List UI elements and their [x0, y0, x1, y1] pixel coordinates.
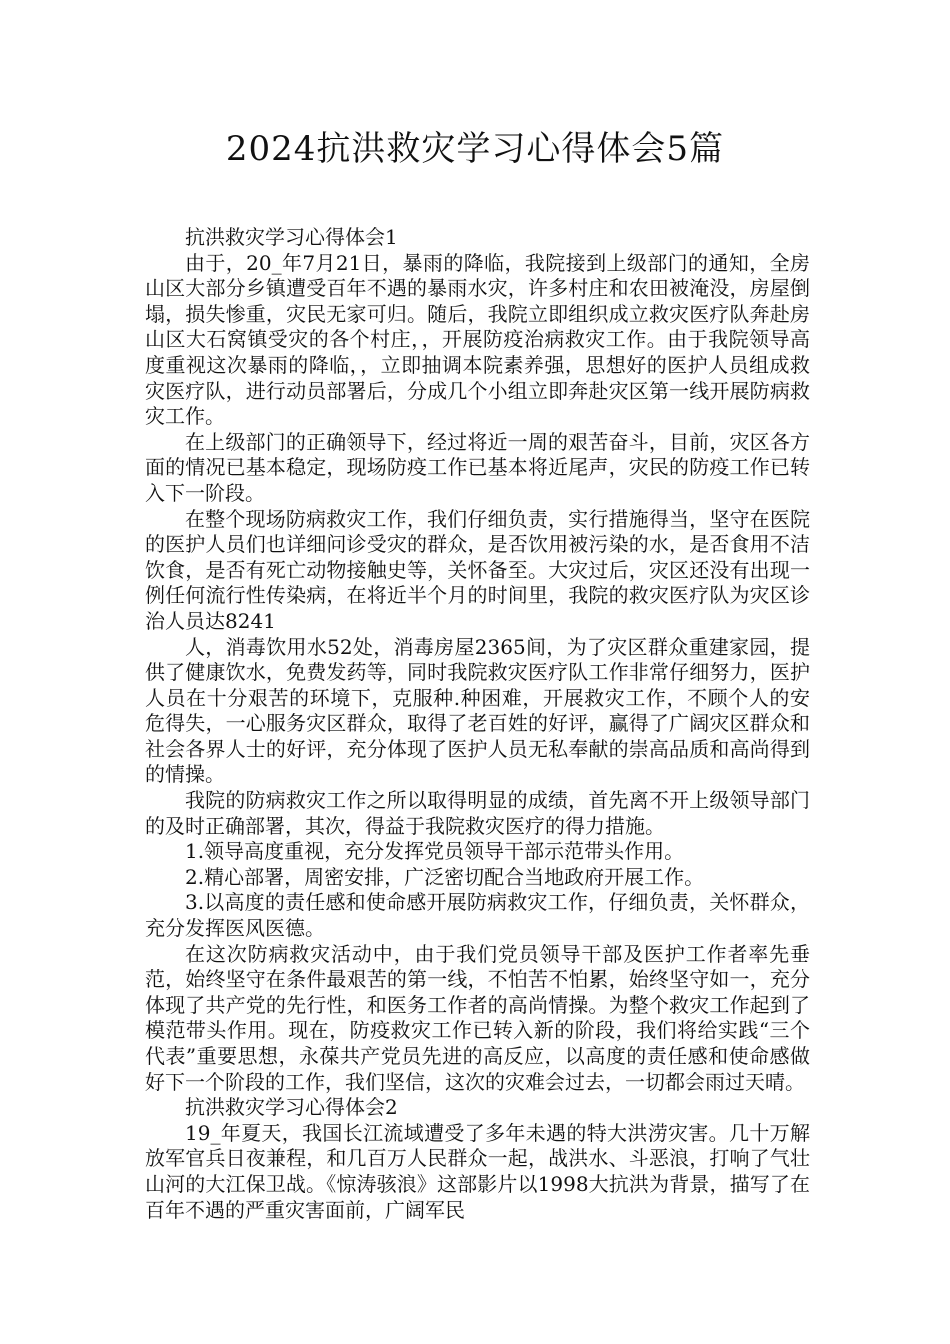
paragraph: 由于，20_年7月21日，暴雨的降临，我院接到上级部门的通知，全房山区大部分乡镇遭受百年不遇的暴雨水灾，许多村庄和农田被淹没，房屋倒塌，损失惨重，灾民无家可归。随后，我院立即组织成立救灾医疗队奔赴房山区大石窝镇受灾的各个村庄，，开展防疫治病救灾工作。由于我院领导高度重视这次暴雨的降临，，立即抽调本院素养强，思想好的医护人员组成救灾医疗队，进行动员部署后，分成几个小组立即奔赴灾区第一线开展防病救灾工作。	[145, 250, 810, 429]
list-item: 3.以高度的责任感和使命感开展防病救灾工作，仔细负责，关怀群众，充分发挥医风医德。	[145, 890, 810, 941]
section-heading-2: 抗洪救灾学习心得体会2	[185, 1095, 398, 1120]
paragraph: 我院的防病救灾工作之所以取得明显的成绩，首先离不开上级领导部门的及时正确部署，其次，得益于我院救灾医疗的得力措施。	[145, 788, 810, 838]
paragraph: 人，消毒饮用水52处，消毒房屋2365间，为了灾区群众重建家园，提供了健康饮水，免费发药等，同时我院救灾医疗队工作非常仔细努力，医护人员在十分艰苦的环境下，克服种.种困难，开展救灾工作，不顾个人的安危得失，一心服务灾区群众，取得了老百姓的好评，赢得了广阔灾区群众和社会各界人士的好评，充分体现了医护人员无私奉献的崇高品质和高尚得到的情操。	[145, 634, 810, 787]
section-heading-1: 抗洪救灾学习心得体会1	[185, 225, 398, 249]
paragraph: 在整个现场防病救灾工作，我们仔细负责，实行措施得当，坚守在医院的医护人员们也详细问诊受灾的群众，是否饮用被污染的水，是否食用不洁饮食，是否有死亡动物接触史等，关怀备至。大灾过后，灾区还没有出现一例任何流行性传染病，在将近半个月的时间里，我院的救灾医疗队为灾区诊治人员达8241	[145, 506, 810, 633]
list-item: 2.精心部署，周密安排，广泛密切配合当地政府开展工作。	[185, 864, 705, 889]
document-title: 2024抗洪救灾学习心得体会5篇	[225, 129, 725, 169]
document-body	[145, 225, 810, 1223]
paragraph: 在上级部门的正确领导下，经过将近一周的艰苦奋斗，目前，灾区各方面的情况已基本稳定，现场防疫工作已基本将近尾声，灾民的防疫工作已转入下一阶段。	[145, 429, 810, 505]
paragraph: 19_年夏天，我国长江流域遭受了多年未遇的特大洪涝灾害。几十万解放军官兵日夜兼程，和几百万人民群众一起，战洪水、斗恶浪，打响了气壮山河的大江保卫战。《惊涛骇浪》这部影片以1998大抗洪为背景，描写了在百年不遇的严重灾害面前，广阔军民	[145, 1120, 810, 1222]
list-item: 1.领导高度重视，充分发挥党员领导干部示范带头作用。	[185, 839, 685, 864]
paragraph: 在这次防病救灾活动中，由于我们党员领导干部及医护工作者率先垂范，始终坚守在条件最艰苦的第一线，不怕苦不怕累，始终坚守如一，充分体现了共产党的先行性，和医务工作者的高尚情操。为整个救灾工作起到了模范带头作用。现在，防疫救灾工作已转入新的阶段，我们将给实践“三个代表”重要思想，永葆共产党员先进的高反应，以高度的责任感和使命感做好下一个阶段的工作，我们坚信，这次的灾难会过去，一切都会雨过天晴。	[145, 941, 810, 1094]
